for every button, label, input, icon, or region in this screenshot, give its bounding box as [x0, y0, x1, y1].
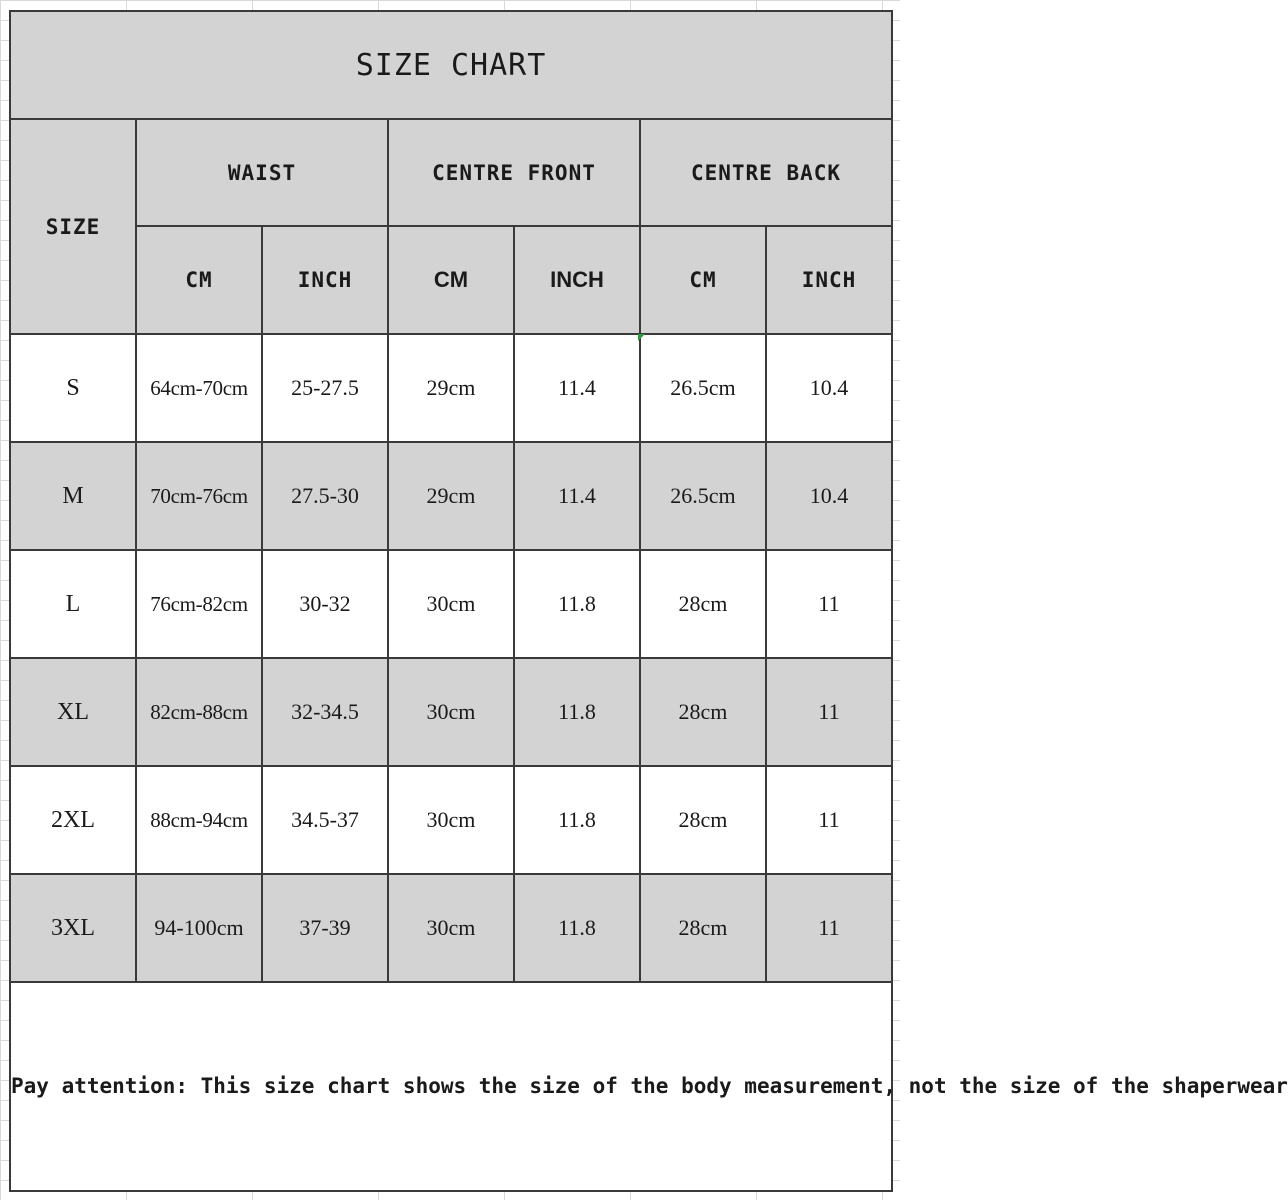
back-inch-value: 10.4 [766, 442, 892, 550]
attention-note: Pay attention: This size chart shows the size of the body measurement, not the size of the shaperwear [10, 982, 892, 1191]
size-label: 3XL [10, 874, 136, 982]
waist-header: WAIST [136, 119, 388, 226]
table-row [10, 334, 892, 442]
note-row [10, 982, 892, 1191]
front-cm-value: 30cm [388, 658, 514, 766]
waist-inch-value: 37-39 [262, 874, 388, 982]
waist-inch-value: 34.5-37 [262, 766, 388, 874]
size-label: 2XL [10, 766, 136, 874]
waist-cm-value: 64cm-70cm [136, 334, 262, 442]
back-inch-header: INCH [766, 226, 892, 334]
table-row [10, 658, 892, 766]
waist-inch-value: 25-27.5 [262, 334, 388, 442]
centre-front-header: CENTRE FRONT [388, 119, 640, 226]
size-label: M [10, 442, 136, 550]
back-cm-header: CM [640, 226, 766, 334]
front-inch-value: 11.4 [514, 442, 640, 550]
size-label: S [10, 334, 136, 442]
size-header: SIZE [10, 119, 136, 334]
table-row [10, 550, 892, 658]
waist-cm-value: 94-100cm [136, 874, 262, 982]
front-cm-value: 30cm [388, 550, 514, 658]
back-inch-value: 11 [766, 550, 892, 658]
group-header-row [10, 119, 892, 226]
table-row [10, 442, 892, 550]
unit-header-row [10, 226, 892, 334]
front-inch-header: INCH [514, 226, 640, 334]
cell-comment-marker [638, 334, 645, 341]
size-chart-table [9, 10, 1288, 1192]
front-cm-value: 30cm [388, 874, 514, 982]
back-inch-value: 11 [766, 766, 892, 874]
front-cm-header: CM [388, 226, 514, 334]
back-inch-value: 10.4 [766, 334, 892, 442]
back-cm-value: 28cm [640, 550, 766, 658]
back-cm-value: 26.5cm [640, 334, 766, 442]
waist-cm-value: 70cm-76cm [136, 442, 262, 550]
front-inch-value: 11.8 [514, 658, 640, 766]
back-cm-value: 28cm [640, 766, 766, 874]
waist-cm-value: 88cm-94cm [136, 766, 262, 874]
front-cm-value: 29cm [388, 442, 514, 550]
front-inch-value: 11.8 [514, 550, 640, 658]
size-label: XL [10, 658, 136, 766]
back-inch-value: 11 [766, 874, 892, 982]
table-row [10, 766, 892, 874]
front-cm-value: 29cm [388, 334, 514, 442]
table-row [10, 874, 892, 982]
chart-title: SIZE CHART [10, 11, 892, 119]
title-row [10, 11, 892, 119]
front-inch-value: 11.8 [514, 874, 640, 982]
waist-cm-value: 82cm-88cm [136, 658, 262, 766]
waist-cm-value: 76cm-82cm [136, 550, 262, 658]
back-cm-value: 26.5cm [640, 442, 766, 550]
waist-inch-value: 32-34.5 [262, 658, 388, 766]
centre-back-header: CENTRE BACK [640, 119, 892, 226]
front-cm-value: 30cm [388, 766, 514, 874]
waist-inch-header: INCH [262, 226, 388, 334]
waist-cm-header: CM [136, 226, 262, 334]
waist-inch-value: 30-32 [262, 550, 388, 658]
back-cm-value: 28cm [640, 874, 766, 982]
waist-inch-value: 27.5-30 [262, 442, 388, 550]
back-inch-value: 11 [766, 658, 892, 766]
size-label: L [10, 550, 136, 658]
back-cm-value: 28cm [640, 658, 766, 766]
front-inch-value: 11.4 [514, 334, 640, 442]
front-inch-value: 11.8 [514, 766, 640, 874]
